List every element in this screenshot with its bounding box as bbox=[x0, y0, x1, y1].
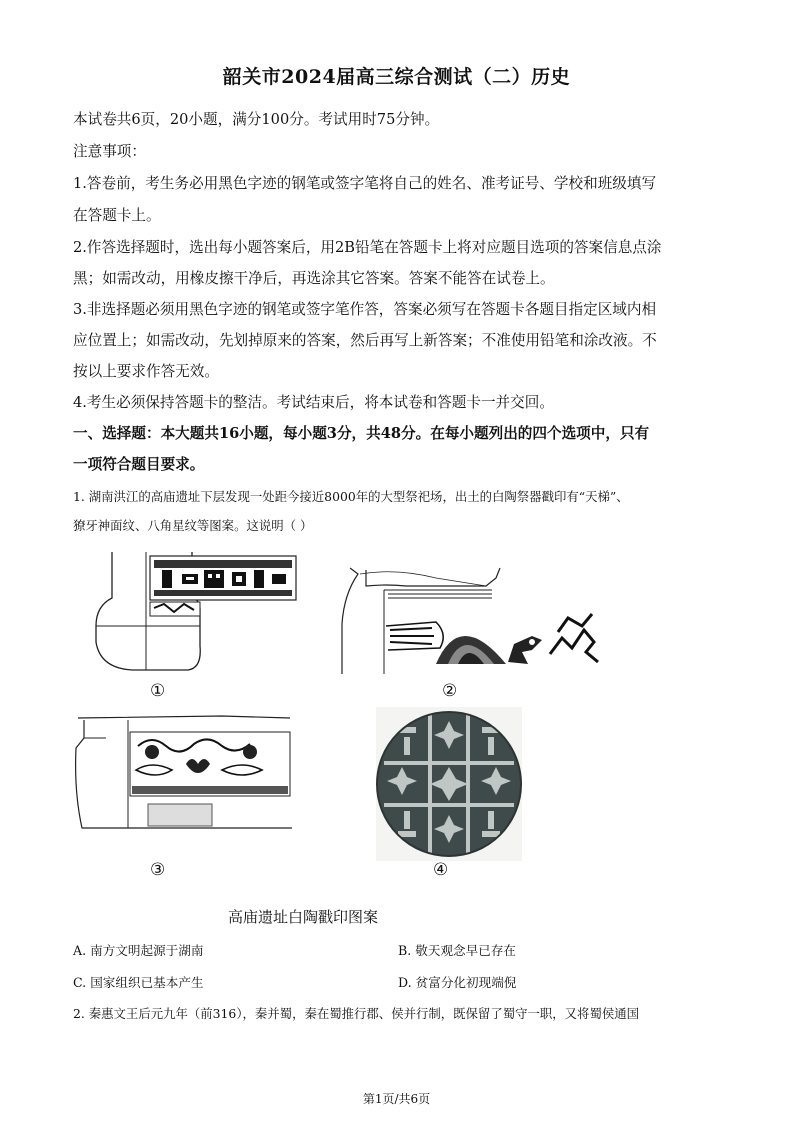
note-line: 2.作答选择题时，选出每小题答案后，用2B铅笔在答题卡上将对应题目选项的答案信息点涂 bbox=[73, 239, 662, 256]
pottery-figure-4 bbox=[376, 707, 522, 861]
note-line: 3.非选择题必须用黑色字迹的钢笔或签字笔作答，答案必须写在答题卡各题目指定区域内相 bbox=[73, 301, 657, 318]
pottery-figure-1 bbox=[92, 546, 298, 674]
page-title: 韶关市2024届高三综合测试（二）历史 bbox=[222, 66, 571, 88]
note-line: 在答题卡上。 bbox=[73, 207, 161, 224]
pottery-figure-3 bbox=[72, 712, 292, 830]
option-b: B. 敬天观念早已存在 bbox=[398, 943, 517, 958]
note-line: 黑；如需改动，用橡皮擦干净后，再选涂其它答案。答案不能答在试卷上。 bbox=[73, 270, 555, 287]
note-line: 4.考生必须保持答题卡的整洁。考试结束后，将本试卷和答题卡一并交回。 bbox=[73, 394, 554, 411]
option-a: A. 南方文明起源于湖南 bbox=[73, 943, 204, 958]
note-line: 1.答卷前，考生务必用黑色字迹的钢笔或签字笔将自己的姓名、准考证号、学校和班级填写 bbox=[73, 175, 657, 192]
section-heading: 一、选择题：本大题共16小题，每小题3分，共48分。在每小题列出的四个选项中，只有 bbox=[73, 425, 650, 442]
figure-label-4: ④ bbox=[433, 860, 449, 880]
figure-label-2: ② bbox=[442, 681, 458, 701]
figure-caption: 高庙遗址白陶戳印图案 bbox=[228, 908, 379, 926]
question-1-stem: 獠牙神面纹、八角星纹等图案。这说明（ ） bbox=[73, 518, 313, 533]
note-line: 应位置上；如需改动，先划掉原来的答案，然后再写上新答案；不准使用铅笔和涂改液。不 bbox=[73, 332, 657, 349]
note-line: 按以上要求作答无效。 bbox=[73, 363, 219, 380]
option-c: C. 国家组织已基本产生 bbox=[73, 975, 204, 990]
figure-label-1: ① bbox=[150, 681, 166, 701]
page-footer: 第1页/共6页 bbox=[362, 1092, 431, 1106]
section-heading: 一项符合题目要求。 bbox=[73, 456, 205, 473]
pottery-figure-2 bbox=[336, 564, 608, 678]
option-d: D. 贫富分化初现端倪 bbox=[398, 975, 517, 990]
question-1-stem: 1. 湖南洪江的高庙遗址下层发现一处距今接近8000年的大型祭祀场，出土的白陶祭器戳印有“天梯”、 bbox=[73, 489, 629, 504]
intro-text: 本试卷共6页，20小题，满分100分。考试用时75分钟。 bbox=[73, 111, 440, 128]
figure-label-3: ③ bbox=[150, 860, 166, 880]
question-2-stem: 2. 秦惠文王后元九年（前316），秦并蜀，秦在蜀推行郡、侯并行制，既保留了蜀守一职，又将蜀侯通国 bbox=[73, 1006, 640, 1021]
notes-heading: 注意事项： bbox=[73, 143, 146, 160]
